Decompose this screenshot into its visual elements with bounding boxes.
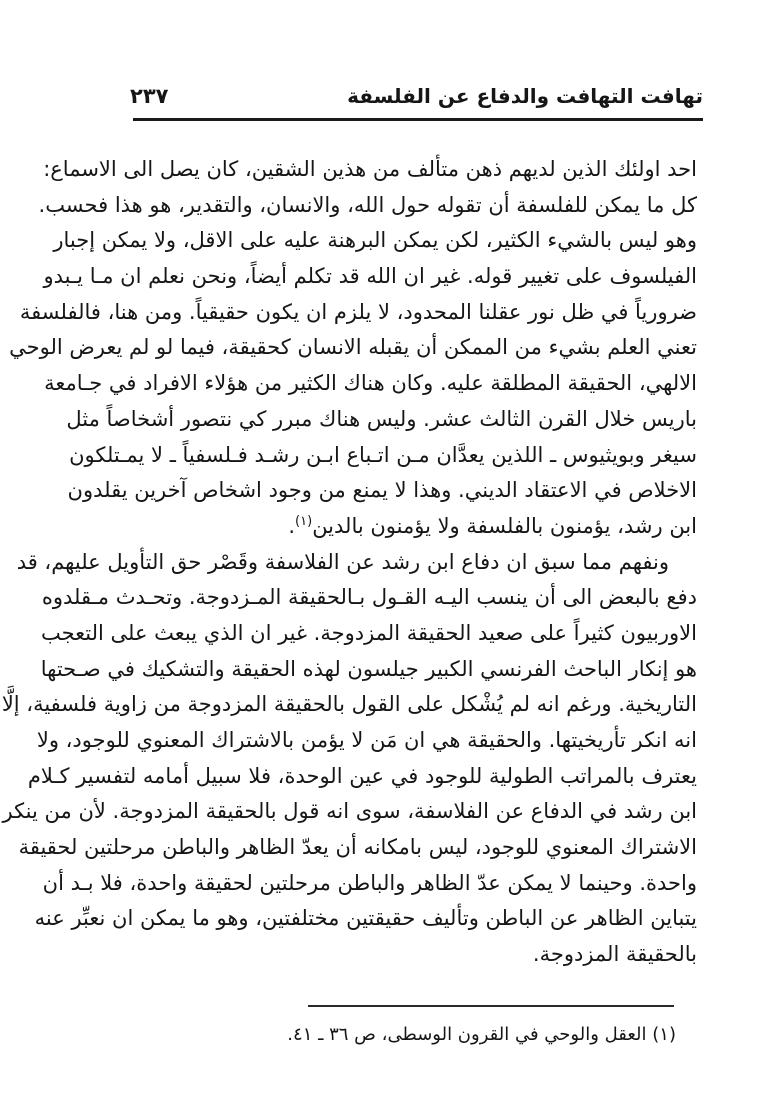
body-line: دفع بالبعض الى أن ينسب اليـه القـول بـالحقيقة المـزدوجة. وتحـدث مـقلدوه [41,585,697,610]
body-line: ابن رشد في الدفاع عن الفلاسفة، سوى انه قول بالحقيقة المزدوجة. لأن من ينكر [2,799,697,824]
body-line: الالهي، الحقيقة المطلقة عليه. وكان هناك الكثير من هؤلاء الافراد في جـامعة [44,371,697,396]
body-line: باريس خلال القرن الثالث عشر. وليس هناك مبرر كي نتصور أشخاصاً مثل [66,406,697,431]
body-line: الاخلاص في الاعتقاد الديني. وهذا لا يمنع من وجود اشخاص آخرين يقلدون [67,478,697,503]
body-line: كل ما يمكن للفلسفة أن تقوله حول الله، والانسان، والتقدير، هو هذا فحسب. [38,192,697,217]
body-line: واحدة. وحينما لا يمكن عدّ الظاهر والباطن مرحلتين لحقيقة واحدة، فلا بـد أن [42,870,697,895]
body-line: انه انكر تأريخيتها. والحقيقة هي ان مَن لا يؤمن بالاشتراك المعنوي للوجود، ولا [36,728,697,752]
footnote [287,1020,676,1050]
body-line: يتباين الظاهر عن الباطن وتأليف حقيقتين مختلفتين، وهو ما يمكن ان نعبِّر عنه [34,906,697,931]
page-number: ٢٣٧ [130,84,169,108]
body-line: ضرورياً في ظل نور عقلنا المحدود، لا يلزم ان يكون حقيقياً. ومن هنا، فالفلسفة [19,299,697,324]
body-line: التاريخية. ورغم انه لم يُشْكل على القول بالحقيقة المزدوجة من زاوية فلسفية، إلَّا [1,692,697,717]
body-line: سيغر وبويثيوس ـ اللذين يعدَّان مـن اتـباع ابـن رشـد فـلسفياً ـ لا يمـتلكون [69,442,697,467]
body-line: الفيلسوف على تغيير قوله. غير ان الله قد تكلم أيضاً، ونحن نعلم ان مـا يـبدو [43,264,697,289]
body-line: بالحقيقة المزدوجة. [532,942,697,967]
body-text [1,152,697,973]
body-line-text: ابن رشد، يؤمنون بالفلسفة ولا يؤمنون بالدين [312,513,697,538]
footnote-text: العقل والوحي في القرون الوسطى، ص ٣٦ ـ ٤١. [287,1024,647,1045]
page-header [130,84,703,108]
footnote-separator [308,1005,674,1007]
body-line-text: . [288,513,296,538]
body-line: احد اولئك الذين لديهم ذهن متألف من هذين الشقين، كان يصل الى الاسماع: [43,157,697,181]
running-header-title: تهافت التهافت والدفاع عن الفلسفة [347,84,703,108]
header-rule [133,118,703,121]
body-line: وهو ليس بالشيء الكثير، لكن يمكن البرهنة عليه على الاقل، ولا يمكن إجبار [53,228,697,253]
body-line: ونفهم مما سبق ان دفاع ابن رشد عن الفلاسفة وقَصْر حق التأويل عليهم، قد [16,549,669,574]
body-line: الاوربيون كثيراً على صعيد الحقيقة المزدوجة. غير ان الذي يبعث على التعجب [40,620,697,645]
body-line: هو إنكار الباحث الفرنسي الكبير جيلسون لهذه الحقيقة والتشكيك في صـحتها [40,656,697,681]
body-line: الاشتراك المعنوي للوجود، ليس بامكانه أن يعدّ الظاهر والباطن مرحلتين لحقيقة [18,835,697,860]
footnote-marker: (١) [652,1024,676,1045]
body-line: يعترف بالمراتب الطولية للوجود في عين الوحدة، فلا سبيل أمامه لتفسير كـلام [27,763,697,788]
body-line: تعني العلم بشيء من الممكن أن يقبله الانسان كحقيقة، فيما لو لم يعرض الوحي [9,335,697,360]
body-line [127,509,697,545]
footnote-reference-mark: (١) [295,513,313,529]
